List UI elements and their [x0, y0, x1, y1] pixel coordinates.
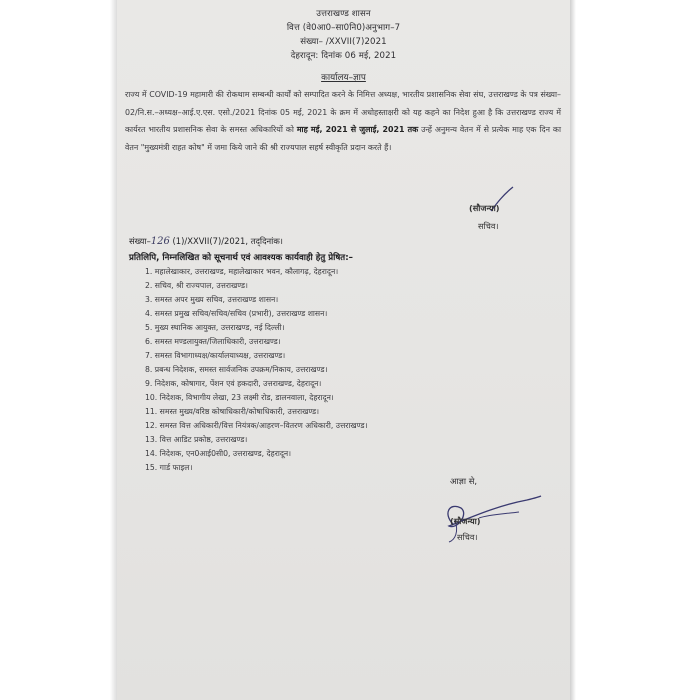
signatory-2-name: (सौजन्या) — [450, 516, 481, 526]
reference-prefix: संख्या– — [129, 236, 151, 246]
signatory-2-title: सचिव। — [457, 532, 478, 542]
list-item: 4. समस्त प्रमुख सचिव/सचिव/सचिव (प्रभारी), उत्तराखण्ड शासन। — [145, 309, 328, 318]
body-bold-period: माह मई, 2021 से जुलाई, 2021 तक — [296, 125, 419, 135]
copy-heading: प्रतिलिपि, निम्नलिखित को सूचनार्थ एवं आवश्यक कार्यवाही हेतु प्रेषित:– — [129, 253, 353, 263]
header-letter-number: संख्या– /XXVII(7)2021 — [300, 37, 387, 47]
document-subject: कार्यालय–ज्ञाप — [321, 73, 366, 83]
list-item: 7. समस्त विभागाध्यक्ष/कार्यालयाध्यक्ष, उत्तराखण्ड। — [145, 351, 286, 360]
list-item: 2. सचिव, श्री राज्यपाल, उत्तराखण्ड। — [145, 281, 248, 290]
list-item: 3. समस्त अपर मुख्य सचिव, उत्तराखण्ड शासन। — [145, 295, 279, 304]
body-text-2: उन्हें अनुमन्य वेतन में से प्रत्येक माह एक दिन का वेतन "मुख्यमंत्री राहत कोष" में जमा किये जाने की श्री राज्यपाल सहर्ष स्वीकृति प्रदान करते हैं। — [125, 125, 562, 152]
handwritten-signature-2 — [435, 484, 545, 544]
document-page — [117, 0, 570, 700]
list-item: 11. समस्त मुख्य/वरिष्ठ कोषाधिकारी/कोषाधिकारी, उत्तराखण्ड। — [145, 407, 320, 416]
list-item: 12. समस्त वित्त अधिकारी/वित्त नियंत्रक/आहरण–वितरण अधिकारी, उत्तराखण्ड। — [145, 421, 368, 430]
signatory-1-name: (सौजन्या) — [469, 203, 500, 213]
list-item: 5. मुख्य स्थानिक आयुक्त, उत्तराखण्ड, नई दिल्ली। — [145, 323, 285, 332]
body-paragraph — [125, 86, 561, 156]
list-item: 1. महालेखाकार, उत्तराखण्ड, महालेखाकार भवन, कौलागढ़, देहरादून। — [145, 267, 339, 276]
list-item: 8. प्रबन्ध निदेशक, समस्त सार्वजनिक उपक्रम/निकाय, उत्तराखण्ड। — [145, 365, 328, 374]
reference-number — [129, 236, 283, 247]
reference-handwritten-number: 126 — [150, 236, 170, 247]
header-government: उत्तराखण्ड शासन — [316, 9, 371, 19]
list-item: 15. गार्ड फाइल। — [145, 463, 193, 472]
recipient-list — [145, 265, 367, 475]
list-item: 13. वित्त आडिट प्रकोष्ठ, उत्तराखण्ड। — [145, 435, 248, 444]
page-edge-left — [110, 0, 117, 700]
header-department: वित्त (वे0आ0–सा0नि0)अनुभाग–7 — [286, 23, 401, 33]
list-item: 14. निदेशक, एन0आई0सी0, उत्तराखण्ड, देहरादून। — [145, 449, 292, 458]
by-order-text: आज्ञा से, — [450, 476, 478, 486]
body-text-1: राज्य में COVID-19 महामारी की रोकथाम सम्बन्धी कार्यों को सम्पादित करने के निमित्त अध्यक्ष, भारतीय प्रशासनिक सेवा संघ, उत्तराखण्ड के पत्र संख्या–02/नि.स.–अध्यक्ष–आई.ए.एस. एसो./2021 दिनांक 05 मई, 2021 के क्रम में अधोहस्ताक्षरी को यह कहने का निदेश हुआ है कि उत्तराखण्ड राज्य में कार्यरत भारतीय प्रशासनिक सेवा के समस्त अधिकारियों को — [125, 90, 561, 135]
list-item: 10. निदेशक, विभागीय लेखा, 23 लक्ष्मी रोड, डालनवाला, देहरादून। — [145, 393, 334, 402]
header-place-date: देहरादून: दिनांक 06 मई, 2021 — [290, 51, 397, 61]
list-item: 6. समस्त मण्डलायुक्त/जिलाधिकारी, उत्तराखण्ड। — [145, 337, 281, 346]
list-item: 9. निदेशक, कोषागार, पेंशन एवं हकदारी, उत्तराखण्ड, देहरादून। — [145, 379, 322, 388]
signatory-1-title: सचिव। — [478, 221, 499, 231]
reference-suffix: (1)/XXVII(7)/2021, तद्‌दिनांक। — [169, 236, 283, 246]
page-edge-right — [570, 0, 576, 700]
